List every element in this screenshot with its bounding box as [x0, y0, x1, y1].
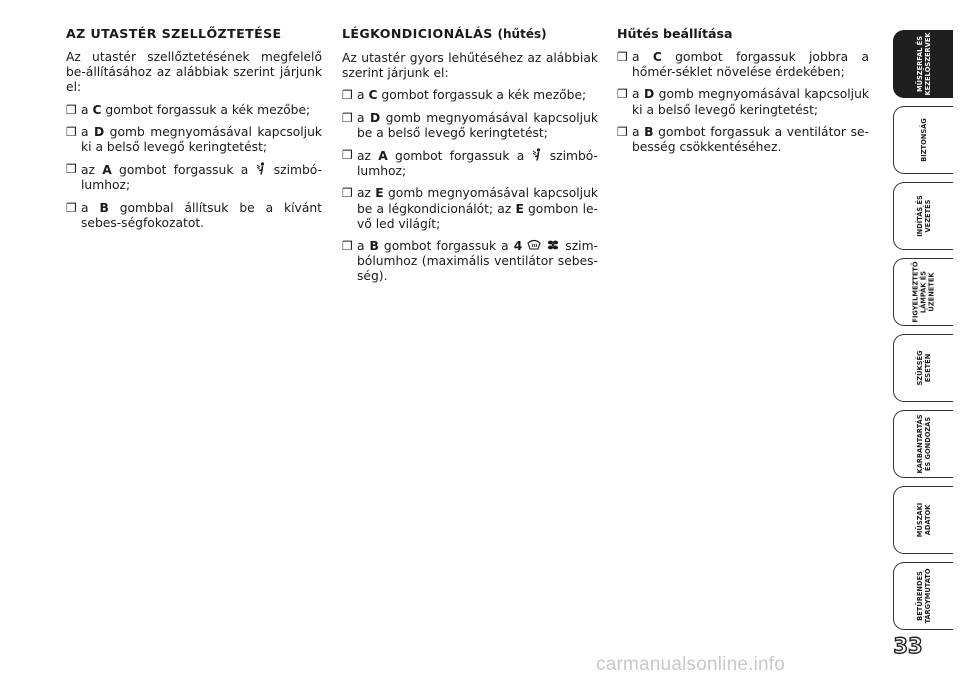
tab-safety[interactable]	[893, 106, 953, 174]
watermark: carmanualsonline.info	[596, 654, 786, 675]
list-item: ❒ a D gomb megnyomásával kapcsoljuk be a belső levegő keringtetést;	[342, 110, 599, 140]
tab-label: MŰSZERFAL ÉS KEZELŐSZERVEK	[914, 32, 932, 96]
bullet-box-icon: ❒	[617, 124, 628, 139]
ventilation-intro: Az utastér szellőztetésének megfelelő be-állításához az alábbiak szerint járjunk el:	[66, 50, 322, 95]
tab-label: INDÍTÁS ÉS VEZETÉS	[914, 195, 932, 237]
list-item: ❒ a C gombot forgassuk jobbra a hőmér-séklet növelése érdekében;	[617, 50, 869, 80]
list-item: ❒ a B gombot forgassuk a ventilátor se-besség csökkentéséhez.	[617, 124, 869, 155]
bullet-box-icon: ❒	[617, 87, 628, 102]
bullet-box-icon: ❒	[342, 239, 353, 254]
tab-label: BIZTONSÁG	[918, 118, 928, 162]
bullet-box-icon: ❒	[66, 200, 77, 215]
tab-dashboard-controls[interactable]	[893, 30, 953, 98]
bullet-box-icon: ❒	[66, 124, 77, 139]
list-item: ❒ a D gomb megnyomásával kapcsoljuk ki a belső levegő keringtetést;	[66, 124, 323, 155]
bullet-box-icon: ❒	[342, 110, 353, 125]
tab-label: MŰSZAKI ADATOK	[914, 502, 932, 538]
tab-label: SZÜKSÉG ESETÉN	[914, 350, 932, 386]
vent-face-icon	[256, 162, 267, 176]
list-item: ❒ a C gombot forgassuk a kék mezőbe;	[342, 88, 587, 103]
tab-maintenance[interactable]	[893, 410, 953, 478]
air-conditioning-heading: LÉGKONDICIONÁLÁS (hűtés)	[342, 26, 547, 41]
heading-subtitle: (hűtés)	[497, 27, 547, 41]
ventilation-heading: AZ UTASTÉR SZELLŐZTETÉSE	[66, 26, 282, 41]
list-item: ❒ az A gombot forgassuk a szimbó-lumhoz;	[66, 162, 322, 193]
tab-starting-driving[interactable]	[893, 182, 953, 250]
cooling-setting-heading: Hűtés beállítása	[617, 26, 733, 41]
list-item: ❒ a B gombot forgassuk a 4 szim-bólumhoz (maximális ventilátor sebes-ség).	[342, 239, 598, 284]
bullet-box-icon: ❒	[66, 102, 77, 117]
tab-label: KARBANTARTÁS ÉS GONDOZÁS	[914, 414, 932, 474]
bullet-box-icon: ❒	[342, 88, 353, 103]
bullet-box-icon: ❒	[617, 50, 628, 64]
tab-label: BETŰRENDES TÁRGYMUTATÓ	[914, 568, 932, 624]
tab-emergency[interactable]	[893, 334, 953, 402]
air-conditioning-intro: Az utastér gyors lehűtéséhez az alábbiak szerint járjunk el:	[342, 51, 598, 81]
tab-label: FIGYELMEZTETŐ LÁMPÁK ÉS ÜZENETEK	[910, 261, 936, 323]
cooling-setting-section	[617, 26, 869, 162]
list-item: ❒ az A gombot forgassuk a szimbó-lumhoz;	[342, 148, 598, 179]
defrost-icon	[527, 239, 541, 251]
list-item: ❒ a C gombot forgassuk a kék mezőbe;	[66, 102, 311, 117]
ventilation-section	[66, 26, 322, 238]
list-item: ❒ az E gomb megnyomásával kapcsoljuk be a légkondicionálót; az E gombon le-vő led világít;	[342, 186, 599, 231]
bullet-box-icon: ❒	[342, 186, 353, 201]
tab-technical-data[interactable]	[893, 486, 953, 554]
page-number: 33	[893, 634, 923, 658]
list-item: ❒ a B gombbal állítsuk be a kívánt sebes-ségfokozatot.	[66, 200, 322, 230]
bullet-box-icon: ❒	[342, 148, 353, 163]
bullet-box-icon: ❒	[66, 162, 77, 177]
tab-index[interactable]	[893, 562, 953, 630]
vent-face-icon	[532, 148, 543, 162]
fan-icon	[546, 239, 560, 251]
list-item: ❒ a D gomb megnyomásával kapcsoljuk ki a belső levegő keringtetést;	[617, 87, 870, 117]
tab-warning-lights[interactable]	[893, 258, 953, 326]
air-conditioning-section	[342, 26, 598, 292]
